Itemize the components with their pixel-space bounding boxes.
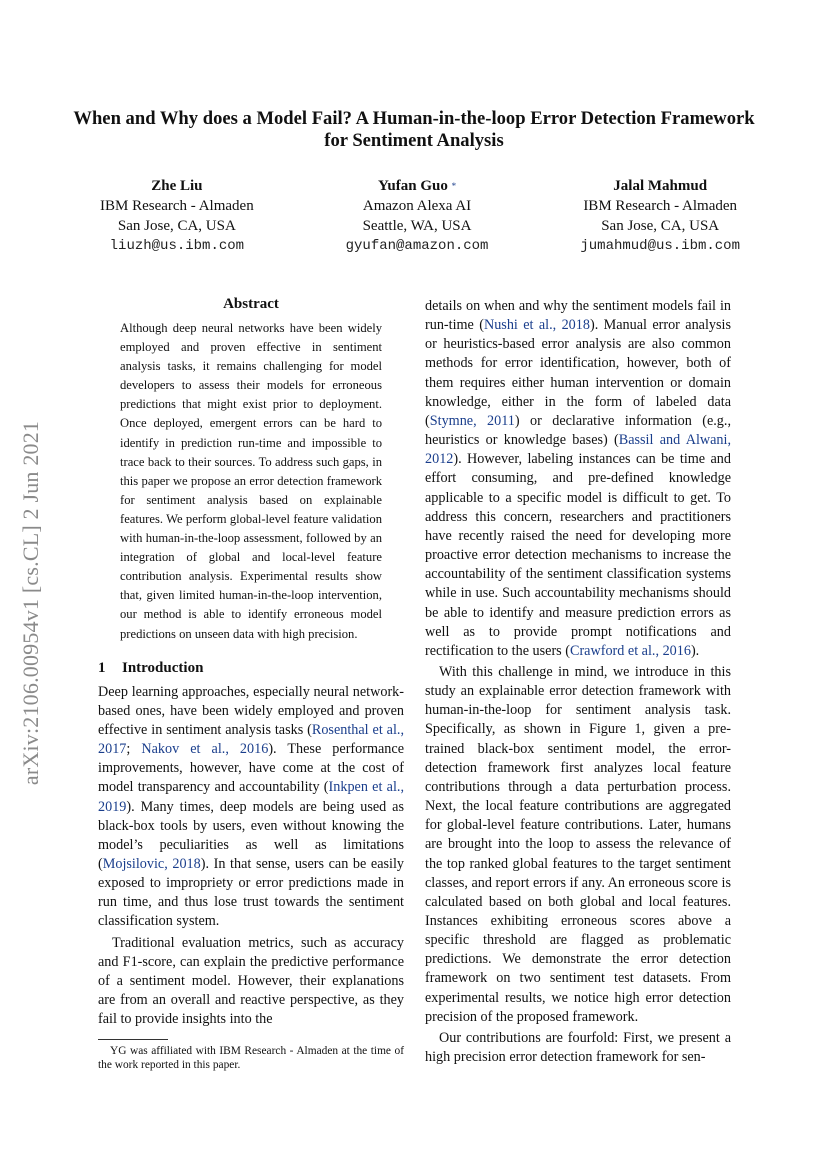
citation-link[interactable]: Nushi et al., 2018 — [483, 317, 590, 334]
intro-paragraph-4: With this challenge in mind, we introduce in this study an explainable error detection framework with human-in-the-loop for sentiment analysis task. Specifically, as shown in Figure 1, given a pre-trained black-box sentiment model, the error-detection framework first analyzes local feature contributions through a data perturbation process. Next, the local feature contributions are aggregated for global-level feature contributions. Later, humans are brought into the loop to assess the relevance of the top ranked global features to the target sentiment classes, and report errors if any. An erroneous score is calculated based on both global and local features. Instances exhibiting erroneous scores above a specific threshold are flagged as problematic predictions. We demonstrate the error detection framework on two sentiment test datasets. From experimental results, we notice high error detection precision of the proposed framework. — [425, 663, 731, 1025]
author-affiliation: Amazon Alexa AI — [362, 198, 472, 214]
author-email: jumahmud@us.ibm.com — [580, 238, 740, 254]
right-column — [425, 297, 731, 1067]
author-name: Zhe Liu — [151, 178, 203, 194]
left-column — [98, 296, 404, 1072]
citation-link[interactable]: Mojsilovic, 2018 — [102, 856, 201, 872]
footnote: YG was affiliated with IBM Research - Almaden at the time of the work reported in this paper. — [98, 1045, 404, 1072]
section-number: 1 — [98, 659, 106, 676]
citation-link[interactable]: Bassil and Alwani, 2012 — [425, 432, 732, 468]
author-block — [100, 176, 740, 256]
section-heading-introduction — [98, 660, 404, 677]
author-email: liuzh@us.ibm.com — [109, 238, 245, 254]
author-location: Seattle, WA, USA — [362, 218, 472, 234]
citation-link[interactable]: Inkpen et al., 2019 — [98, 779, 405, 815]
abstract-text: Although deep neural networks have been widely employed and proven effective in sentiment analysis tasks, it remains challenging for model developers to assess their models for erroneous predictions that might exist prior to deployment. Once deployed, emergent errors can be hard to identify in prediction run-time and impossible to trace back to their sources. To address such gaps, in this paper we propose an error detection framework for sentiment analysis based on explainable features. We perform global-level feature validation with human-in-the-loop assessment, followed by an integration of global and local-level feature contribution analysis. Experimental results show that, given limited human-in-the-loop intervention, our method is able to identify erroneous model predictions on unseen data with high precision. — [120, 321, 382, 641]
author-affiliation: IBM Research - Almaden — [583, 198, 738, 214]
author-location: San Jose, CA, USA — [117, 218, 236, 234]
arxiv-identifier-stamp — [14, 378, 48, 828]
author-2 — [346, 176, 489, 256]
paper-title: When and Why does a Model Fail? A Human-in-the-loop Error Detection Framework for Sentiment Analysis — [73, 108, 755, 151]
section-title: Introduction — [122, 659, 204, 676]
intro-paragraph-1: Deep learning approaches, especially neural network-based ones, have been widely employed and proven effective in sentiment analysis tasks (Rosenthal et al., 2017; Nakov et al., 2016). These performance improvements, however, have come at the cost of model transparency and accountability (Inkpen et al., 2019). Many times, deep models are being used as black-box tools by users, even without knowing the model’s peculiarities as well as limitations (Mojsilovic, 2018). In that sense, users can be easily exposed to impropriety or error predictions made in run time, and thus lose trust towards the sentiment classification system. — [98, 683, 405, 930]
footnote-rule — [98, 1039, 168, 1040]
author-affiliation: IBM Research - Almaden — [100, 198, 254, 214]
abstract-heading: Abstract — [223, 296, 279, 312]
intro-paragraph-2: Traditional evaluation metrics, such as accuracy and F1-score, can explain the predictive performance of a sentiment model. However, their explanations are from an overall and reactive perspective, as they fail to provide insights into the — [98, 934, 404, 1028]
intro-paragraph-5: Our contributions are fourfold: First, we present a high precision error detection framework for sen- — [425, 1029, 731, 1066]
citation-link[interactable]: Rosenthal et al., 2017 — [98, 721, 404, 758]
author-1 — [100, 176, 254, 256]
author-name: Yufan Guo — [377, 178, 448, 194]
intro-paragraph-3: details on when and why the sentiment models fail in run-time (Nushi et al., 2018). Manual error analysis or heuristics-based error analysis are also common methods for error identification, however, both of them requires either human intervention or domain knowledge, either in the form of labeled data (Stymne, 2011) or declarative information (e.g., heuristics or knowledge bases) (Bassil and Alwani, 2012). However, labeling instances can be time and effort consuming, and pre-defined knowledge applicable to a specific model is difficult to get. To address this concern, researchers and practitioners have recently raised the need for developing more proactive error detection mechanisms to increase the accountability of the sentiment classification systems while in use. Such accountability mechanisms should be able to identify and measure prediction errors as well as to provide prompt notifications and rectification to the users (Crawford et al., 2016). — [425, 298, 732, 659]
author-email: gyufan@amazon.com — [345, 238, 489, 254]
citation-link[interactable]: Crawford et al., 2016 — [569, 642, 691, 659]
author-location: San Jose, CA, USA — [601, 218, 720, 234]
arxiv-identifier-text: arXiv:2106.00954v1 [cs.CL] 2 Jun 2021 — [18, 420, 44, 786]
citation-link[interactable]: Stymne, 2011 — [429, 412, 515, 429]
footnote-marker[interactable]: * — [451, 181, 457, 191]
citation-link[interactable]: Nakov et al., 2016 — [141, 741, 269, 758]
author-name: Jalal Mahmud — [613, 178, 708, 194]
author-3 — [580, 176, 740, 256]
